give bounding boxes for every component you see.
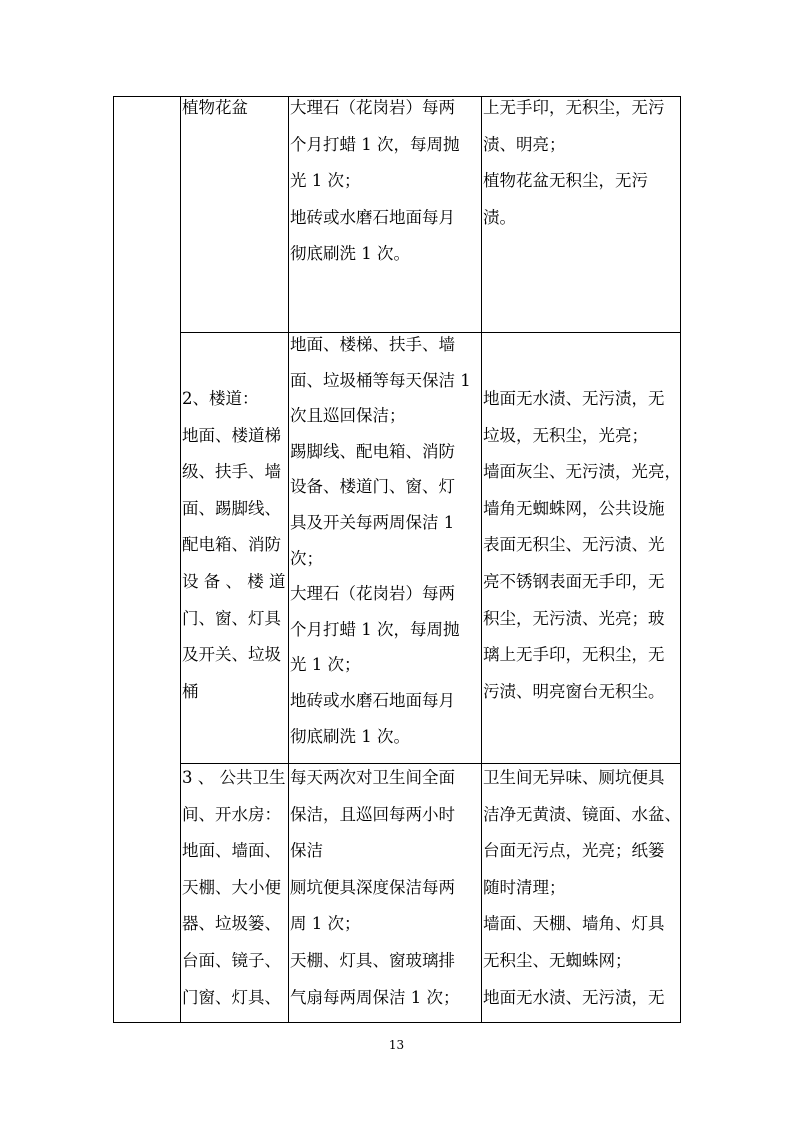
cell-line: 彻底刷洗 1 次。 [290,726,410,746]
cell-line: 踢脚线、配电箱、消防 [290,441,455,461]
cell-line: 地面无水渍、无污渍，无 [483,389,665,408]
cell-line: 天棚、大小便 [182,877,281,897]
cell-line: 间、开水房： [182,804,281,824]
cell-line: 亮不锈钢表面无手印，无 [483,571,665,591]
cell-line: 地面、墙面、 [182,841,281,861]
cell-line: 墙面、天棚、墙角、灯具 [483,914,665,934]
cell-line: 天棚、灯具、窗玻璃排 [290,950,455,970]
cell-line: 个月打蜡 1 次，每周抛 [290,619,460,639]
cell-line: 植物花盆 [182,98,248,117]
cell-line: 地面、楼梯、扶手、墙 [290,335,455,354]
cell-line: 上无手印，无积尘，无污 [483,98,665,117]
cell-line: 植物花盆无积尘，无污 [483,171,648,191]
cell-line: 光 1 次； [290,171,361,191]
cell-line: 个月打蜡 1 次，每周抛 [290,134,460,154]
cell-line: 垃圾，无积尘，光亮； [483,425,648,445]
cell-line: 配电箱、消防 [182,535,281,555]
cell-line: 面、垃圾桶等每天保洁 1 [290,370,471,390]
table-column-divider [288,96,289,1023]
cell-line: 门窗、灯具、 [182,987,281,1007]
cell-line: 及开关、垃圾 [182,645,281,665]
cell-line: 保洁 [290,841,323,861]
page-number: 13 [388,1038,405,1052]
cell-line: 周 1 次； [290,914,361,934]
cell-line: 具及开关每两周保洁 1 [290,512,455,532]
table-row-3-standard-cell [483,760,681,1016]
cell-line: 卫生间无异味、厕坑便具 [483,768,665,787]
cell-line: 洁净无黄渍、镜面、水盆、 [483,804,681,824]
cell-line: 积尘，无污渍、光亮；玻 [483,608,665,628]
table-row-2-standard-cell [483,381,681,710]
cell-line: 彻底刷洗 1 次。 [290,244,410,264]
cell-line: 大理石（花岗岩）每两 [290,98,455,117]
cell-line: 地砖或水磨石地面每月 [290,690,455,710]
cell-line: 次； [290,548,323,568]
table-column-divider [481,96,482,1023]
table-row-3-item-cell [182,760,286,1016]
cell-line: 渍、明亮； [483,134,566,154]
cell-line: 次且巡回保洁； [290,406,406,426]
table-row-2-item-cell [182,381,285,710]
cell-line: 表面无积尘、无污渍、光 [483,535,665,555]
cell-line: 墙角无蜘蛛网，公共设施 [483,498,665,518]
cell-line: 厕坑便具深度保洁每两 [290,877,455,897]
cell-line: 渍。 [483,207,516,227]
cell-line: 无积尘、无蜘蛛网； [483,950,632,970]
cell-line: 每天两次对卫生间全面 [290,768,455,787]
cell-line: 大理石（花岗岩）每两 [290,584,455,604]
cell-line: 地面无水渍、无污渍，无 [483,987,665,1007]
table-row-2-frequency-cell [290,327,471,754]
cell-line: 2、楼道： [182,389,259,408]
cell-line: 级、扶手、墙 [182,462,281,482]
cell-line: 光 1 次； [290,655,361,675]
cell-line: 桶 [182,681,199,701]
cell-line: 3 、 公共卫生 [182,768,286,787]
table-border-bottom [113,1022,681,1023]
cell-line: 地砖或水磨石地面每月 [290,207,455,227]
cell-line: 气扇每两周保洁 1 次； [290,987,460,1007]
cell-line: 面、踢脚线、 [182,498,281,518]
cell-line: 设 备 、 楼 道 [182,571,286,591]
cell-line: 设备、楼道门、窗、灯 [290,477,455,497]
cell-line: 器、垃圾篓、 [182,914,281,934]
cell-line: 保洁，且巡回每两小时 [290,804,455,824]
table-border-left [113,96,114,1023]
cell-line: 墙面灰尘、无污渍，光亮， [483,462,681,482]
cell-line: 门、窗、灯具 [182,608,281,628]
cell-line: 台面无污点，光亮；纸篓 [483,841,665,861]
cell-line: 污渍、明亮窗台无积尘。 [483,681,665,701]
cell-line: 地面、楼道梯 [182,425,281,445]
table-row-1-standard-cell [483,90,665,236]
cell-line: 璃上无手印，无积尘，无 [483,645,665,665]
table-row-1-frequency-cell [290,90,460,273]
cell-line: 随时清理； [483,877,566,897]
table-row-3-frequency-cell [290,760,460,1016]
table-row-1-item-cell [182,90,248,127]
table-column-divider [180,96,181,1023]
cell-line: 台面、镜子、 [182,950,281,970]
